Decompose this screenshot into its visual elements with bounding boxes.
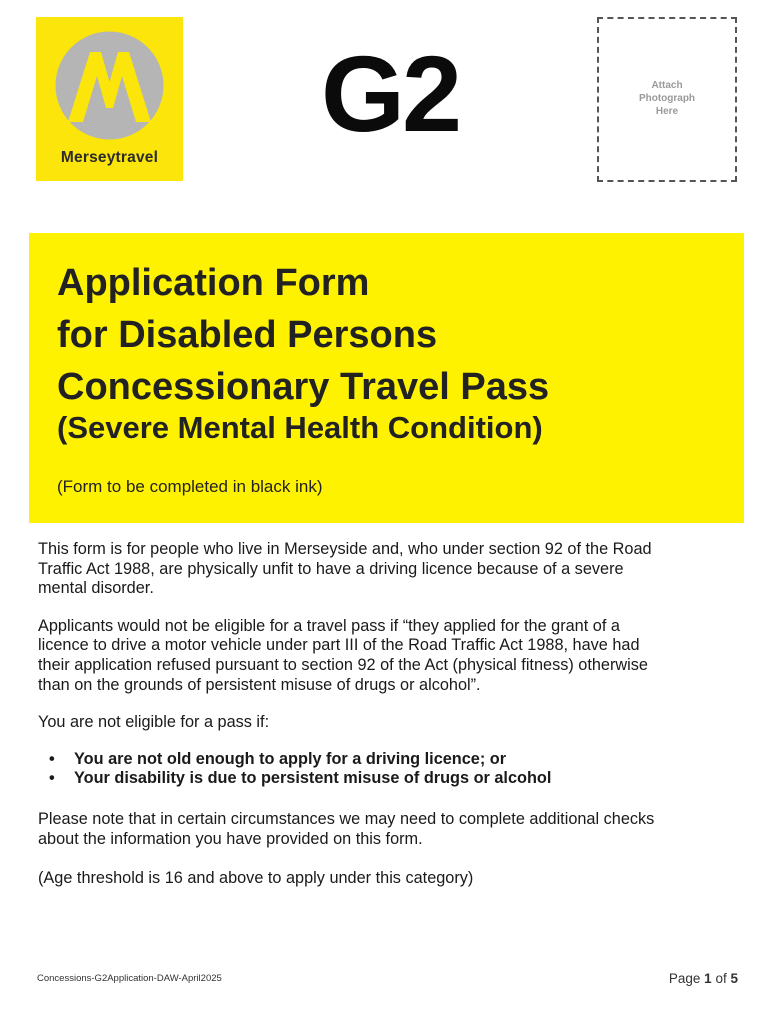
- text-line: This form is for people who live in Merseyside and, who under section 92 of the Road: [38, 540, 652, 558]
- form-intro: [38, 540, 738, 889]
- document-reference: Concessions-G2Application-DAW-April2025: [37, 973, 222, 984]
- page-subtitle: (Severe Mental Health Condition): [57, 410, 543, 445]
- text-line: Applicants would not be eligible for a travel pass if “they applied for the grant of a: [38, 616, 620, 635]
- title-line: Concessionary Travel Pass: [57, 366, 550, 408]
- page-title: [57, 257, 549, 413]
- age-threshold-note: (Age threshold is 16 and above to apply under this category): [38, 869, 474, 888]
- title-line: Application Form: [57, 262, 370, 304]
- list-item: [38, 769, 738, 789]
- photo-label: [599, 79, 735, 118]
- list-item-text: You are not old enough to apply for a driving licence; or: [74, 749, 507, 768]
- text-line: Traffic Act 1988, are physically unfit to have a driving licence because of a severe: [38, 559, 624, 578]
- page-indicator: [669, 971, 738, 986]
- page-word: Page: [668, 971, 701, 986]
- photo-attach-box: [597, 17, 737, 182]
- text-line: about the information you have provided on this form.: [38, 829, 423, 848]
- page-of: of: [715, 971, 727, 986]
- merseytravel-m-icon: [54, 30, 165, 141]
- page-total: 5: [730, 971, 738, 986]
- title-line: for Disabled Persons: [57, 314, 438, 356]
- ink-note: (Form to be completed in black ink): [57, 477, 323, 496]
- list-item-text: Your disability is due to persistent misuse of drugs or alcohol: [74, 769, 552, 788]
- eligibility-paragraph: [38, 617, 738, 695]
- bullet-icon: •: [49, 769, 55, 788]
- list-item: [38, 750, 738, 770]
- text-line: licence to drive a motor vehicle under part III of the Road Traffic Act 1988, have had: [38, 636, 640, 655]
- photo-label-line: Photograph: [638, 93, 696, 104]
- ineligibility-list: [38, 750, 738, 789]
- text-line: mental disorder.: [38, 579, 154, 598]
- not-eligible-heading: You are not eligible for a pass if:: [38, 713, 270, 732]
- checks-paragraph: [38, 810, 738, 849]
- text-line: than on the grounds of persistent misuse of drugs or alcohol”.: [38, 675, 481, 694]
- title-banner: [29, 233, 744, 523]
- text-line: their application refused pursuant to section 92 of the Act (physical fitness) otherwise: [38, 655, 648, 674]
- photo-label-line: Here: [655, 106, 679, 117]
- brand-name: Merseytravel: [60, 149, 159, 166]
- intro-paragraph: [38, 540, 738, 599]
- bullet-icon: •: [49, 749, 55, 768]
- merseytravel-logo: [36, 17, 183, 181]
- text-line: Please note that in certain circumstances we may need to complete additional checks: [38, 809, 655, 828]
- page-current: 1: [704, 971, 712, 986]
- form-code: G2: [320, 33, 460, 154]
- photo-label-line: Attach: [651, 80, 683, 91]
